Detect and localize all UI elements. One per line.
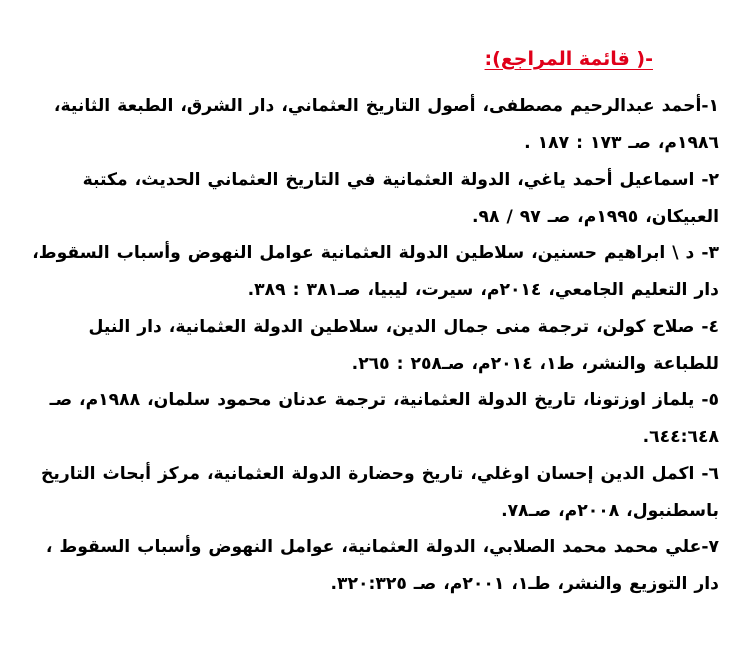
references-heading: -( قائمة المراجع): <box>484 48 653 70</box>
reference-item-2: ٢- اسماعيل أحمد ياغي، الدولة العثمانية في التاريخ العثماني الحديث، مكتبة العبيكان، ١٩٩٥م، صـ ٩٧ / ٩٨. <box>82 169 719 227</box>
reference-item-4: ٤- صلاح كولن، ترجمة منى جمال الدين، سلاطين الدولة العثمانية، دار النيل للطباعة والنشر، ط١، ٢٠١٤م، صـ٢٥٨ : ٢٦٥. <box>88 316 719 374</box>
references-list <box>29 88 719 603</box>
reference-item-7: ٧-علي محمد محمد الصلابي، الدولة العثمانية، عوامل النهوض وأسباب السقوط ، دار التوزيع والنشر، طـ١، ٢٠٠١م، صـ ٣٢٠:٣٢٥. <box>45 537 719 594</box>
reference-item-3: ٣- د \ ابراهيم حسنين، سلاطين الدولة العثمانية عوامل النهوض وأسباب السقوط، دار التعليم الجامعي، ٢٠١٤م، سيرت، ليبيا، صـ٣٨١ : ٣٨٩. <box>32 243 719 300</box>
reference-item-1: ١-أحمد عبدالرحيم مصطفى، أصول التاريخ العثماني، دار الشرق، الطبعة الثانية، ١٩٨٦م، صـ ١٧٣ : ١٨٧ . <box>53 96 719 153</box>
reference-item-5: ٥- يلماز اوزتونا، تاريخ الدولة العثمانية، ترجمة عدنان محمود سلمان، ١٩٨٨م، صـ ٦٤٤:٦٤٨. <box>49 390 719 447</box>
reference-item-6: ٦- اكمل الدين إحسان اوغلي، تاريخ وحضارة الدولة العثمانية، مركز أبحاث التاريخ باسطنبول، ٢٠٠٨م، صـ٧٨. <box>40 463 719 521</box>
